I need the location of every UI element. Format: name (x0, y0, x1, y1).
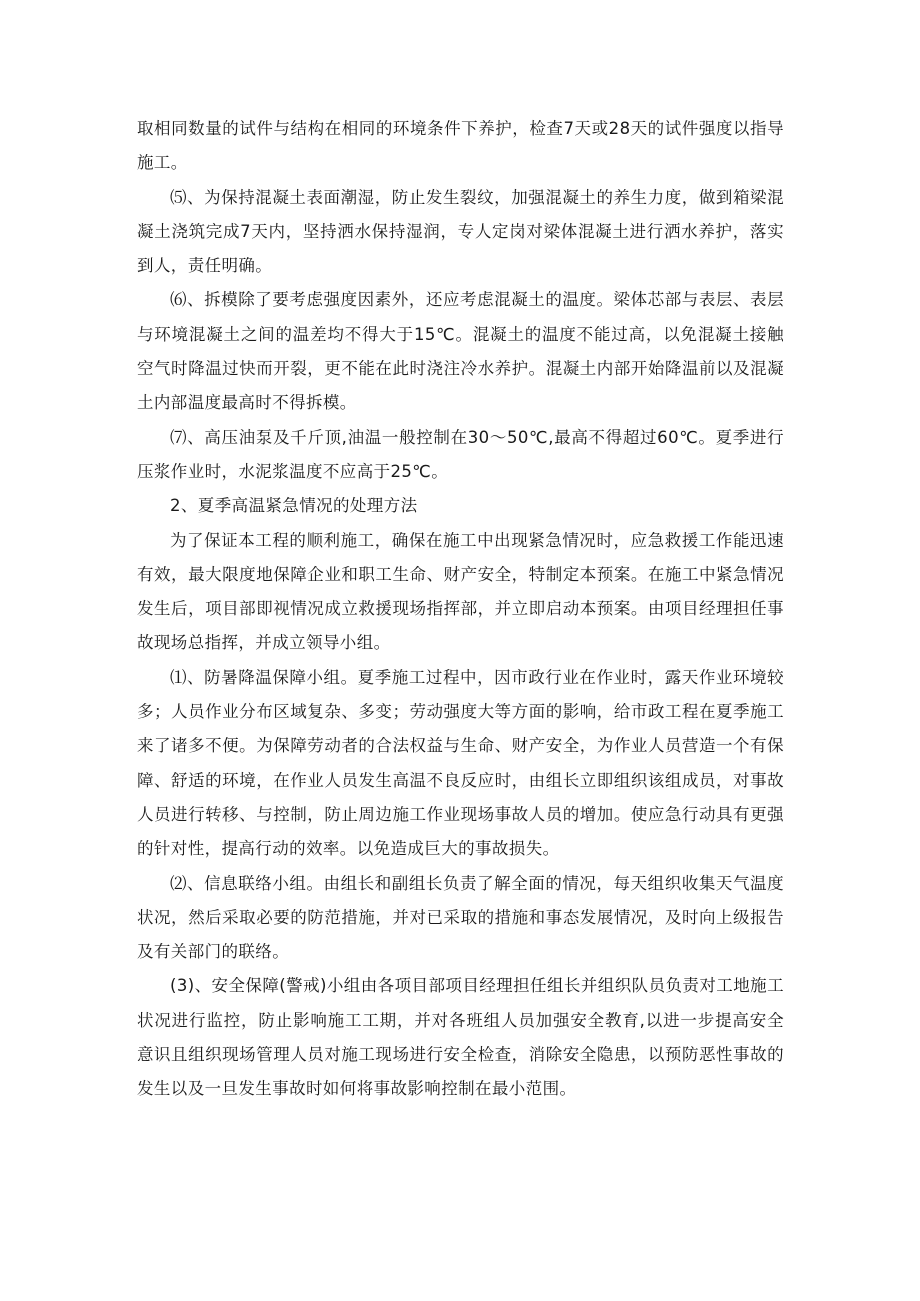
paragraph-2: ⑸、为保持混凝土表面潮湿，防止发生裂纹，加强混凝土的养生力度，做到箱梁混凝土浇筑完成7天内，坚持洒水保持湿润，专人定岗对梁体混凝土进行洒水养护，落实到人，责任明确。 (137, 187, 784, 276)
paragraph-6: 为了保证本工程的顺利施工，确保在施工中出现紧急情况时，应急救援工作能迅速有效，最大限度地保障企业和职工生命、财产安全，特制定本预案。在施工中紧急情况发生后，项目部即视情况成立救援现场指挥部，并立即启动本预案。由项目经理担任事故现场总指挥，并成立领导小组。 (137, 530, 784, 653)
paragraph-7: ⑴、防暑降温保障小组。夏季施工过程中，因市政行业在作业时，露天作业环境较多；人员作业分布区域复杂、多变；劳动强度大等方面的影响，给市政工程在夏季施工来了诸多不便。为保障劳动者的合法权益与生命、财产安全，为作业人员营造一个有保障、舒适的环境，在作业人员发生高温不良反应时，由组长立即组织该组成员，对事故人员进行转移、与控制，防止周边施工作业现场事故人员的增加。使应急行动具有更强的针对性，提高行动的效率。以免造成巨大的事故损失。 (137, 667, 784, 859)
paragraph-1: 取相同数量的试件与结构在相同的环境条件下养护，检查7天或28天的试件强度以指导施工。 (137, 119, 784, 173)
paragraph-4: ⑺、高压油泵及千斤顶,油温一般控制在30～50℃,最高不得超过60℃。夏季进行压浆作业时，水泥浆温度不应高于25℃。 (137, 427, 784, 481)
paragraph-9: (3)、安全保障(警戒)小组由各项目部项目经理担任组长并组织队员负责对工地施工状况进行监控，防止影响施工工期，并对各班组人员加强安全教育,以进一步提高安全意识且组织现场管理人员对施工现场进行安全检查，消除安全隐患，以预防恶性事故的发生以及一旦发生事故时如何将事故影响控制在最小范围。 (137, 976, 784, 1099)
paragraph-3: ⑹、拆模除了要考虑强度因素外，还应考虑混凝土的温度。梁体芯部与表层、表层与环境混凝土之间的温差均不得大于15℃。混凝土的温度不能过高，以免混凝土接触空气时降温过快而开裂，更不能在此时浇注冷水养护。混凝土内部开始降温前以及混凝土内部温度最高时不得拆模。 (137, 290, 784, 413)
section-heading: 2、夏季高温紧急情况的处理方法 (170, 496, 418, 516)
paragraph-8: ⑵、信息联络小组。由组长和副组长负责了解全面的情况，每天组织收集天气温度状况，然后采取必要的防范措施，并对已采取的措施和事态发展情况，及时向上级报告及有关部门的联络。 (137, 873, 784, 962)
